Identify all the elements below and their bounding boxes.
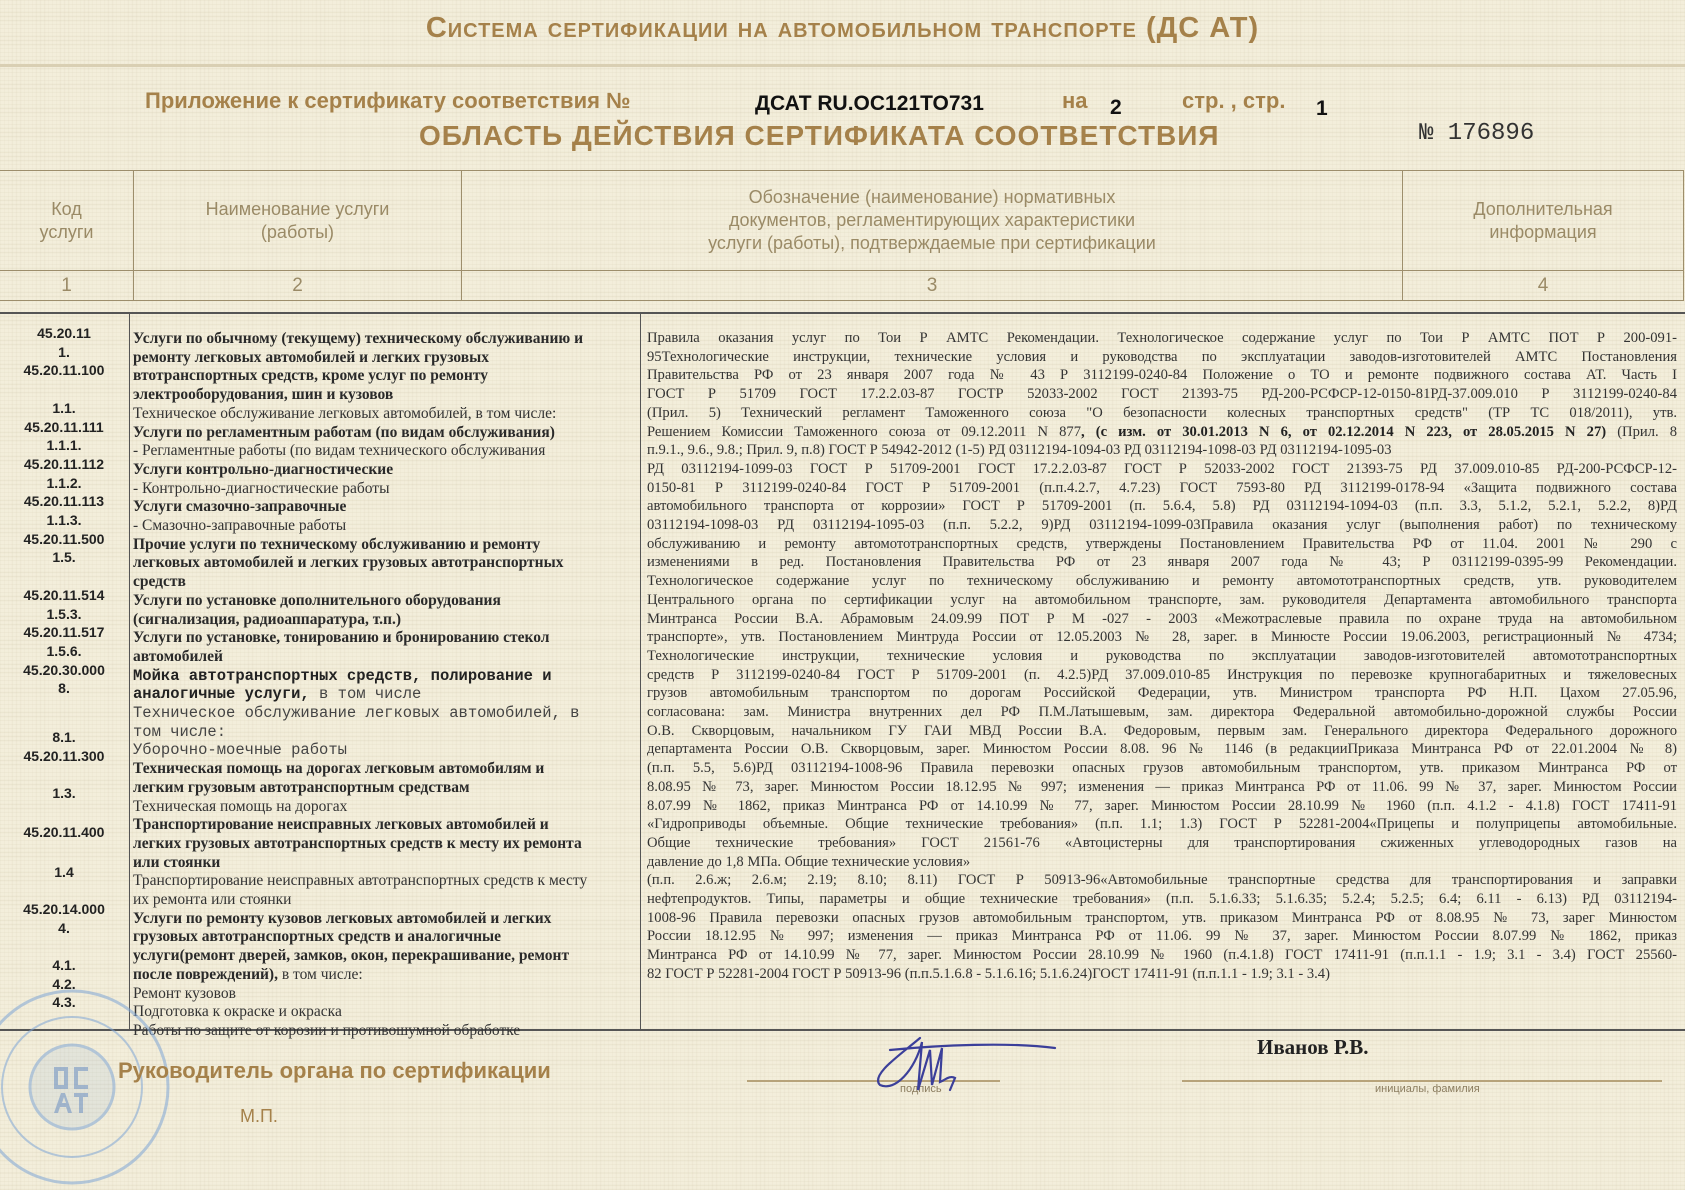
service-code: 1.1.2. [46, 474, 82, 491]
service-code: 8.1. [52, 728, 76, 745]
document-text: п.9.1., 9.6., 9.8.; Прил. 9, п.8) ГОСТ Р 54942-2012 (1-5) РД 03112194-1094-03 РД 03112194-1098-03 РД 03112194-1095-03 [647, 442, 1392, 459]
document-line [647, 965, 1677, 984]
service-text: ремонту легковых автомобилей и легких грузовых [133, 348, 489, 366]
service-line [133, 1021, 638, 1040]
document-line [647, 572, 1677, 591]
service-line [133, 647, 638, 666]
service-line [133, 834, 638, 853]
service-code: 4.3. [52, 994, 76, 1011]
service-line [133, 348, 638, 367]
document-text: РД 03112194-1099-03 ГОСТ Р 51709-2001 ГОСТ 17.2.2.03-87 ГОСТ Р 52033-2002 ГОСТ 21393-75 РД 37.009.010-85 РД-200-РСФСР-12- [647, 460, 1677, 477]
service-text: Услуги по регламентным работам (по видам обслуживания) [133, 423, 555, 441]
service-text: грузовых автотранспортных средств и аналогичные [133, 928, 502, 946]
document-line [647, 871, 1677, 890]
service-text: Ремонт кузовов [133, 984, 236, 1002]
service-text: Услуги по ремонту кузовов легковых автомобилей и легких [133, 909, 552, 927]
document-line [647, 553, 1677, 572]
service-line [133, 460, 638, 479]
service-text: Услуги по обычному (текущему) техническому обслуживанию и [133, 330, 584, 347]
document-text: Технологическое содержание услуг по техническому обслуживанию и ремонту автомототранспортных средств, утв. руководителем [647, 573, 1677, 590]
service-code: 1.1.1. [46, 437, 82, 454]
service-code: 45.20.11.517 [23, 624, 105, 641]
document-text: (п.п. 2.6.ж; 2.6.м; 2.19; 8.10; 8.11) ГОСТ Р 50913-96«Автомобильные транспортные средства для транспортирования и заправки [647, 872, 1677, 889]
document-text: обслуживанию и ремонту автомототранспортных средств, утверждены Постановлением Правительства РФ от 11.04. 2001 № 290 с [647, 535, 1677, 552]
pages-label: стр. , стр. [1182, 88, 1286, 113]
signer-name: Иванов Р.В. [1257, 1035, 1369, 1059]
document-line [647, 535, 1677, 554]
service-text: Техническая помощь на дорогах [133, 797, 348, 815]
service-code: 45.20.11.300 [23, 747, 105, 764]
service-code: 45.20.11 [37, 325, 91, 341]
service-text: легких грузовых автотранспортных средств к месту их ремонта [133, 834, 582, 852]
service-text: Транспортирование неисправных легковых автомобилей и [133, 816, 549, 834]
document-line [647, 497, 1677, 516]
service-text: Уборочно-моечные работы [133, 741, 347, 760]
service-code: 1.4 [54, 863, 74, 880]
document-text: (п.п. 5.5, 5.6)РД 03112194-1008-96 Правила перевозки опасных грузов автомобильным транспортом, утв. приказом Минтранса РФ от [647, 760, 1677, 777]
document-text: грузов автомобильным транспортом по дорогам Российской Федерации, утв. Министром транспорта РФ Н.П. Цахом 27.05.96, [647, 685, 1677, 702]
document-text: Общие технические требования» ГОСТ 21561-76 «Автоцистерны для транспортирования сжиженных углеводородных газов на [647, 834, 1677, 851]
column-number-1: 1 [0, 270, 134, 300]
column-number-3: 3 [462, 270, 1403, 300]
document-text: 0150-81 Р 3112199-0240-84 ГОСТ Р 51709-2001 (п.п.4.2.7, 4.7.23) ГОСТ 7593-80 РД 3112199-0178-94 «Защита подвижного состава [647, 479, 1677, 496]
service-code: 45.20.11.400 [23, 824, 105, 841]
service-line [133, 666, 638, 685]
service-line [133, 385, 638, 404]
service-code: 4.1. [52, 957, 76, 974]
service-text: Услуги смазочно-заправочные [133, 498, 347, 516]
service-code: 4. [58, 919, 70, 936]
service-text: (сигнализация, радиоаппаратура, т.п.) [133, 610, 402, 628]
service-text: легковых автомобилей и легких грузовых автотранспортных [133, 554, 564, 572]
service-code: 45.20.11.500 [23, 530, 105, 547]
document-text: России 18.12.95 № 997; изменения — приказ Минтранса РФ от 11.06. 99 № 37, зарег. Минюстом России 8.07.99 № 1862, приказ [647, 928, 1677, 945]
document-text: согласована: зам. Министра внутренних дел РФ П.М.Латышевым, зам. директора Федеральной автомобильно-дорожной службы России [647, 704, 1677, 720]
column-header-code: Код услуги [0, 171, 134, 270]
service-text: услуги(ремонт дверей, замков, окон, перекрашивание, ремонт [133, 947, 570, 965]
document-text: изменениями в ред. Постановления Правительства РФ от 23 января 2007 года № 43; Р 03112199-0395-99 Рекомендации. [647, 554, 1677, 571]
service-line [133, 722, 638, 741]
service-line [133, 946, 638, 965]
service-code: 1. [58, 343, 70, 360]
seal-stamp [0, 985, 175, 1190]
service-text: в том числе [309, 685, 422, 704]
document-text: 03112194-1098-03 РД 03112194-1095-03 (п.п. 5.2.2, 9)РД 03112194-1099-03Правила оказания услуг (выполнения работ) по техническому [647, 517, 1677, 533]
document-line [647, 348, 1677, 367]
document-text: 8.07.99 № 1862, приказ Минтранса РФ от 14.10.99 № 77, зарег. Минюстом России 28.10.99 № 1960 (п.п. 4.1.2 - 4.1.8) ГОСТ 17411-91 [647, 797, 1677, 814]
service-line [133, 778, 638, 797]
service-text: аналогичные услуги, [133, 685, 310, 704]
document-line [647, 946, 1677, 965]
document-text: 8.08.95 № 73, зарег. Минюстом России 18.12.95 № 997; изменения — приказ Минтранса РФ от 11.06. 99 № 37, зарег. Минюстом России [647, 778, 1677, 795]
name-line [1182, 1080, 1662, 1082]
service-line [133, 628, 638, 647]
document-text: Минтранса РФ от 14.10.99 № 77, зарег. Минюстом России 28.10.99 № 1960 (п.4.1.8) ГОСТ 17411-91 (п.п.1.1 - 1.9; 3.1 - 3.4) ГОСТ 25560- [647, 947, 1677, 964]
service-code: 45.20.11.111 [24, 418, 104, 435]
service-line [133, 441, 638, 460]
service-text: Техническое обслуживание легковых автомобилей, в том числе: [133, 404, 557, 422]
document-line [647, 759, 1677, 778]
service-line [133, 423, 638, 442]
document-line [647, 778, 1677, 797]
service-line [133, 797, 638, 816]
document-line [647, 366, 1677, 385]
service-line [133, 853, 638, 872]
document-text: 1008-96 Правила перевозки опасных грузов автомобильным транспортом, утв. приказом Минтранса РФ от 8.08.95 № 73, зарег Минюстом [647, 909, 1677, 926]
service-code: 4.2. [52, 975, 76, 992]
service-code: 1.1. [52, 399, 76, 416]
document-line [647, 853, 1677, 872]
document-line [647, 927, 1677, 946]
service-code: 45.20.14.000 [23, 900, 105, 917]
document-text: Минтранса России В.А. Абрамовым 24.09.99 ПОТ Р М -027 - 2003 «Межотраслевые правила по охране труда на автомобильном [647, 610, 1677, 627]
service-line [133, 572, 638, 591]
service-line [133, 516, 638, 535]
service-line [133, 871, 638, 890]
role-label: Руководитель органа по сертификации [118, 1058, 551, 1083]
service-text: том числе: [133, 722, 227, 741]
service-text: в том числе: [277, 965, 363, 983]
document-text: О.В. Скворцовым, начальником ГУ ГАИ МВД России В.А. Федоровым, первым зам. Генерального директора Федерального дорожного [647, 722, 1677, 739]
document-line [647, 815, 1677, 834]
document-text: (Прил. 5) Технический регламент Таможенного союза "О безопасности колесных транспортных средств" (ТР ТС 018/2011), утв. [647, 404, 1677, 421]
document-text: Правила оказания услуг по Тои Р АМТС Рекомендации. Технологическое содержание услуг по Тои Р АМТС ПОТ Р 200-091- [647, 330, 1677, 346]
column-header-service: Наименование услуги (работы) [134, 171, 462, 270]
appendix-label: Приложение к сертификату соответствия № [145, 88, 631, 113]
service-text: средств [133, 573, 186, 591]
system-title: Система сертификации на автомобильном транспорте (ДС АТ) [425, 12, 1260, 44]
document-text: Правительства РФ от 23 января 2007 года № 43 Р 3112199-0240-84 Положение о ТО и ремонте подвижного состава АТ. Часть I [647, 367, 1677, 384]
on-label: на [1062, 88, 1088, 113]
column-number-2: 2 [134, 270, 462, 300]
service-code: 45.20.11.100 [23, 362, 105, 379]
service-line [133, 479, 638, 498]
document-line [647, 740, 1677, 759]
signature-caption: подпись [900, 1083, 942, 1095]
service-text: - Смазочно-заправочные работы [133, 517, 347, 534]
document-line [647, 404, 1677, 423]
document-text: департамента России О.В. Скворцовым, зарег. Минюстом России 8.08. 96 № 1146 (в редакцииПриказа Минтранса РФ от 22.01.2004 № 8) [647, 741, 1677, 758]
document-text: (Прил. 8 [1606, 423, 1677, 440]
document-line [647, 329, 1677, 348]
service-text: электрооборудования, шин и кузовов [133, 386, 394, 404]
document-line [647, 890, 1677, 909]
document-text: ГОСТ Р 51709 ГОСТ 17.2.2.03-87 ГОСТР 52033-2002 ГОСТ 21393-75 РД-200-РСФСР-12-0150-81РД-37.009.010 Р 3112199-0240-84 [647, 386, 1677, 403]
document-text: Технологические инструкции, технические условия и руководства по эксплуатации заводов-изготовителей автомототранспортных [647, 647, 1677, 664]
service-line [133, 890, 638, 909]
service-text: Мойка автотранспортных средств, полирование и [133, 666, 552, 685]
document-line [647, 722, 1677, 741]
service-code: 45.20.11.514 [23, 586, 105, 603]
pages-total: 2 [1110, 96, 1122, 119]
document-line [647, 684, 1677, 703]
service-text: Техническое обслуживание легковых автомобилей, в [133, 704, 580, 722]
header-table [0, 170, 1684, 301]
scope-title: ОБЛАСТЬ ДЕЙСТВИЯ СЕРТИФИКАТА СООТВЕТСТВИЯ [419, 120, 1220, 151]
document-text: «Гидроприводы объемные. Общие технические требования» (п.п. 1.1; 1.3) ГОСТ Р 52281-2004«Прицепы и полуприцепы автомобильные. [647, 816, 1677, 833]
service-text: Техническая помощь на дорогах легковым автомобилям и [133, 760, 545, 778]
service-line [133, 759, 638, 778]
service-line [133, 703, 638, 722]
service-line [133, 366, 638, 385]
service-line [133, 684, 638, 703]
document-line [647, 647, 1677, 666]
service-text: Работы по защите от корозии и противошумной обработке [133, 1021, 521, 1039]
signature [860, 1030, 1060, 1100]
form-number: № 176896 [1419, 120, 1535, 147]
column-header-info: Дополнительная информация [1473, 198, 1613, 242]
service-text: Услуги по установке дополнительного оборудования [133, 591, 501, 609]
document-text: Центрального органа по сертификации услуг на автомобильном транспорте, зам. руководителя Департамента автомобильного транспорта [647, 591, 1677, 608]
service-code: 45.20.30.000 [23, 661, 105, 678]
service-code: 1.1.3. [46, 512, 82, 528]
service-text: после повреждений), [133, 965, 278, 983]
document-line [647, 909, 1677, 928]
name-caption: инициалы, фамилия [1375, 1083, 1480, 1095]
service-line [133, 329, 638, 348]
document-line [647, 610, 1677, 629]
service-code: 1.3. [52, 785, 76, 802]
column-divider [129, 314, 130, 1029]
service-text: Транспортирование неисправных автотранспортных средств к месту [133, 872, 588, 890]
document-line [647, 591, 1677, 610]
document-text: нефтепродуктов. Типы, параметры и общие технические требования» (п.п. 5.1.6.33; 5.1.6.35; 5.2.4; 5.2.5; 6.4; 6.11 - 6.13) РД 03112194- [647, 891, 1677, 907]
document-line [647, 516, 1677, 535]
certificate-number: ДСАТ RU.OC121TO731 [755, 92, 984, 115]
service-text: Услуги контрольно-диагностические [133, 460, 394, 478]
document-text: автомобильного транспорта от коррозии» ГОСТ Р 51709-2001 (п. 5.6.4, 5.8) РД 03112194-1094-03 (п.п. 3.3, 5.1.2, 5.2.1, 5.2.2, 8)РД [647, 498, 1677, 515]
service-line [133, 553, 638, 572]
document-text: 82 ГОСТ Р 52281-2004 ГОСТ Р 50913-96 (п.п.5.1.6.8 - 5.1.6.16; 5.1.6.24)ГОСТ 17411-91 (п.п.1.1 - 1.9; 3.1 - 3.4) [647, 965, 1330, 982]
document-line [647, 703, 1677, 722]
service-code: 45.20.11.113 [23, 493, 105, 510]
document-text: транспорте», утв. Постановлением Минтруда России от 12.05.2003 № 28, зарег. в Минюсте России 19.06.2003, регистрационный № 4734; [647, 629, 1677, 646]
service-line [133, 1002, 638, 1021]
service-line [133, 610, 638, 629]
service-text: - Контрольно-диагностические работы [133, 479, 390, 497]
service-text: втотранспортных средств, кроме услуг по ремонту [133, 367, 489, 385]
service-line [133, 497, 638, 516]
document-line [647, 423, 1677, 442]
document-text: давление до 1,8 МПа. Общие технические условия» [647, 853, 971, 870]
service-line [133, 740, 638, 759]
service-text: или стоянки [133, 853, 221, 871]
service-code: 8. [58, 680, 70, 697]
document-line [647, 385, 1677, 404]
service-line [133, 965, 638, 984]
document-text: Решением Комиссии Таможенного союза от 09.12.2011 N 877 [647, 423, 1081, 440]
service-text: Прочие услуги по техническому обслуживанию и ремонту [133, 535, 541, 553]
document-line [647, 628, 1677, 647]
document-line [647, 834, 1677, 853]
service-code: 1.5.3. [46, 605, 82, 622]
service-code: 45.20.11.112 [23, 455, 105, 472]
service-text: их ремонта или стоянки [133, 891, 292, 908]
service-text: автомобилей [133, 647, 223, 665]
document-line [647, 460, 1677, 479]
service-line [133, 535, 638, 554]
service-line [133, 404, 638, 423]
service-line [133, 984, 638, 1003]
document-text: 95Технологические инструкции, технические условия и руководства по эксплуатации заводов-изготовителей АМТС Постановления [647, 348, 1677, 365]
service-line [133, 591, 638, 610]
document-line [647, 479, 1677, 498]
document-text: , (с изм. от 30.01.2013 N 6, от 02.12.2014 N 223, от 28.05.2015 N 27) [1081, 423, 1607, 440]
service-text: легким грузовым автотранспортным средствам [133, 778, 470, 796]
service-text: - Регламентные работы (по видам технического обслуживания [133, 442, 546, 460]
document-line [647, 666, 1677, 685]
document-line [647, 441, 1677, 460]
service-line [133, 927, 638, 946]
service-code: 1.5.6. [46, 642, 82, 659]
service-text: Подготовка к окраске и окраска [133, 1003, 342, 1021]
document-line [647, 797, 1677, 816]
service-line [133, 909, 638, 928]
document-text: средств Р 3112199-0240-84 ГОСТ Р 51709-2001 (п. 4.2.5)РД 37.009.010-85 Инструкция по перевозке крупногабаритных и тяжеловесных [647, 666, 1677, 683]
column-number-4: 4 [1403, 270, 1683, 300]
service-text: Услуги по установке, тонированию и бронированию стекол [133, 629, 550, 647]
column-header-documents: Обозначение (наименование) нормативных документов, регламентирующих характеристики услуги (работы), подтверждаемые при сертификации [462, 171, 1403, 270]
scope-table [0, 312, 1685, 1039]
seal-place-label: М.П. [240, 1106, 278, 1126]
column-divider [640, 314, 641, 1029]
page-current: 1 [1316, 97, 1328, 120]
service-code: 1.5. [52, 549, 76, 566]
service-line [133, 815, 638, 834]
